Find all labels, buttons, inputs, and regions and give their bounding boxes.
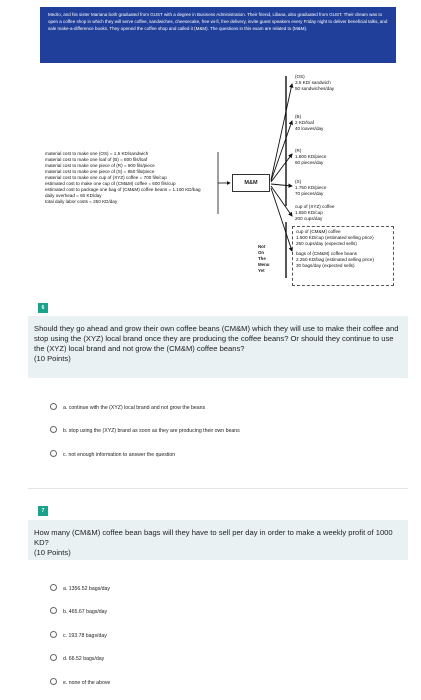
cost-line: estimated cost to package one bag of (CM&M) coffee beans = 1.100 KD/bag (45, 187, 201, 192)
mm-center-label: M&M (244, 180, 258, 186)
question-7-text: How many (CM&M) coffee bean bags will they have to sell per day in order to make a weekly profit of 1000 KD? (34, 528, 393, 547)
radio-button[interactable] (50, 678, 57, 685)
cost-line: total daily labor costs = 250 KD/day (45, 199, 118, 204)
q7-option-c[interactable]: c. 193.78 bags/day (50, 629, 107, 643)
question-6-number: 6 (38, 303, 48, 313)
cost-line: material cost to make one piece of (R) = 900 fils/piece (45, 163, 155, 168)
question-7-panel (28, 520, 408, 560)
mm-center-box (232, 174, 270, 192)
cost-line: material cost to make one (OS) = 1.5 KD/sandwich (45, 151, 149, 156)
question-6-text: Should they go ahead and grow their own coffee beans (CM&M) which they will use to make their coffee and stop using the (XYZ) local brand once they are producing the coffee beans? Or should they continue to use the (XYZ) local brand and not grow the (CM&M) coffee beans? (34, 324, 399, 353)
product-s: (S) 1.750 KD/piece 70 pieces/day (295, 179, 327, 196)
question-7-points: (10 Points) (34, 548, 71, 557)
question-7-number: 7 (38, 506, 48, 516)
business-diagram (40, 66, 396, 288)
q6-option-c[interactable]: c. not enough information to answer the question (50, 448, 175, 462)
intro-text: Medro, and his sister Mariana both graduated from GUST with a degree in Business Administration. Their friend, Liliana, also graduated from GUST. Their dream was to open a coffee shop in which they will serve coffee, sandwiches, cheesecake, free wi-fi, free delivery, invite guest speakers every Friday night to deliver beneficial talks, and sale make-a-difference books. They opened the coffee shop and called it (M&M). The questions in this exam are related to (M&M). (48, 12, 388, 31)
q6-option-b[interactable]: b. stop using the (XYZ) brand as soon as they are producing their own beans (50, 424, 240, 438)
cost-line: material cost to make one loaf of (B) = 800 fils/loaf (45, 157, 148, 162)
question-6-points: (10 Points) (34, 354, 71, 363)
cost-line: estimated cost to make one cup of (CM&M) coffee = 600 fils/cup (45, 181, 176, 186)
product-xyz: cup of (XYZ) coffee 1.650 KD/cup 200 cups/day (295, 204, 335, 221)
radio-button[interactable] (50, 654, 57, 661)
q6-option-a[interactable]: a. continue with the (XYZ) local brand and not grow the beans (50, 401, 205, 415)
q7-option-d[interactable]: d. 66.52 bags/day (50, 652, 104, 666)
new-items-text: cup of (CM&M) coffee 1.500 KD/cup (estimated selling price) 250 cups/day (expected sells) bags of (CM&M) coffee beans 2.250 KD/bag (estimated selling price) 30 bags/day (expected sells) (296, 229, 374, 268)
radio-button[interactable] (50, 450, 57, 457)
product-b: (B) 2 KD/loaf 40 loaves/day (295, 114, 324, 131)
radio-button[interactable] (50, 403, 57, 410)
cost-line: daily overhead = 60 KD/day (45, 193, 102, 198)
cost-line: material cost to make one piece of (S) = 850 fils/piece (45, 169, 155, 174)
intro-banner (40, 7, 396, 63)
q7-option-e[interactable]: e. none of the above (50, 676, 110, 690)
q7-option-a[interactable]: a. 1356.52 bags/day (50, 582, 110, 596)
radio-button[interactable] (50, 631, 57, 638)
radio-button[interactable] (50, 584, 57, 591)
cost-line: material cost to make one cup of (XYZ) coffee = 700 fils/cup (45, 175, 167, 180)
question-6-panel (28, 316, 408, 378)
product-os: (OS) 3.5 KD/ sandwich 50 sandwiches/day (295, 74, 335, 91)
product-r: (R) 1.800 KD/piece 60 pieces/day (295, 148, 327, 165)
question-divider (28, 488, 408, 489)
radio-button[interactable] (50, 426, 57, 433)
not-on-menu-label: Not On The Menu Yet (258, 244, 270, 273)
radio-button[interactable] (50, 607, 57, 614)
q7-option-b[interactable]: b. 465.67 bags/day (50, 605, 107, 619)
